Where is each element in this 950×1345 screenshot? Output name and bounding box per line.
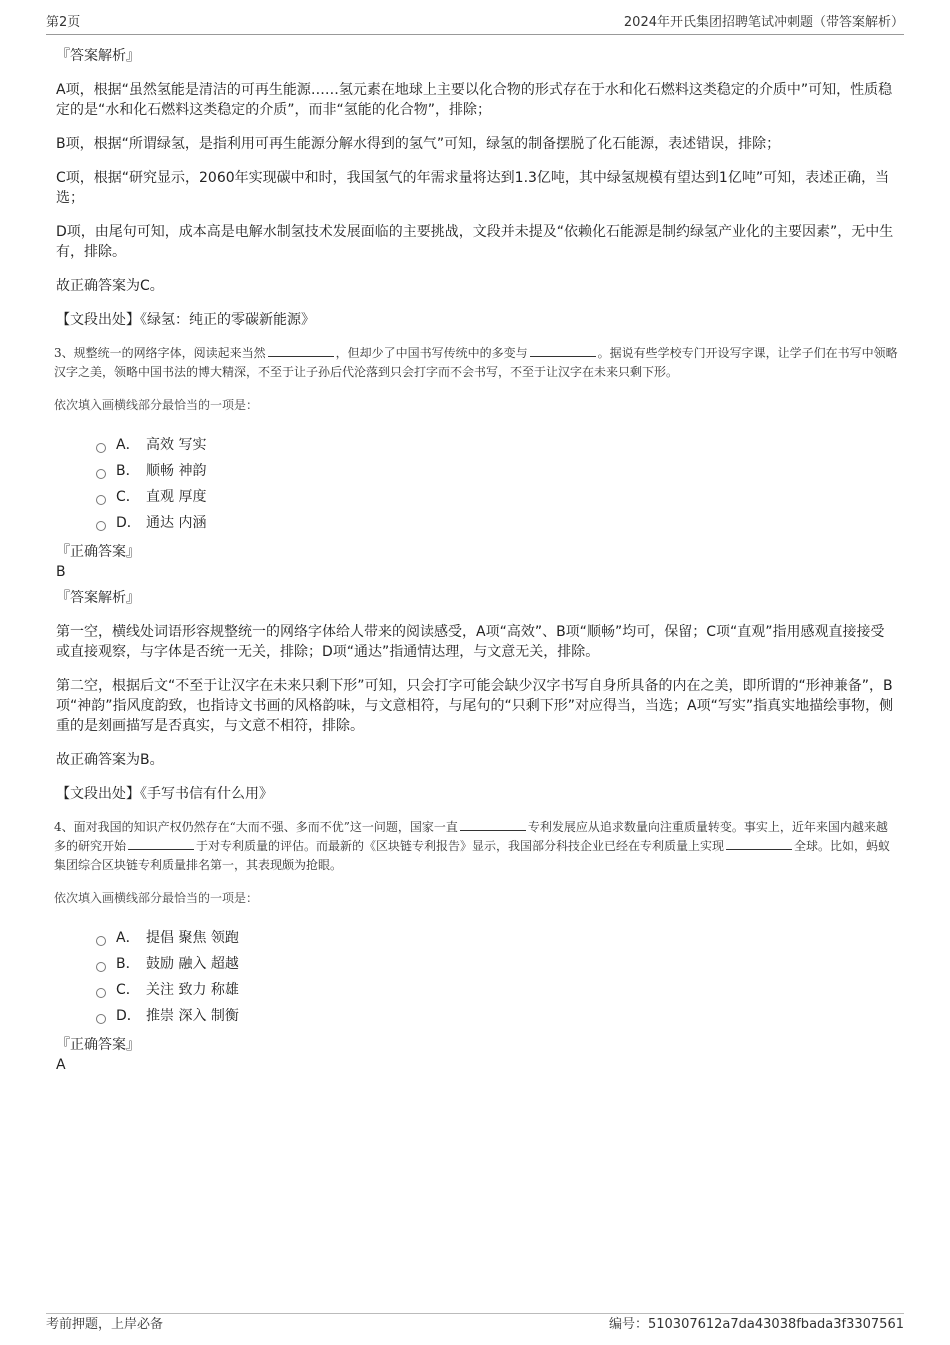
passage-source: 【文段出处】《手写书信有什么用》 [56,786,273,802]
correct-answer: B [56,564,66,580]
document-title: 2024年开氏集团招聘笔试冲刺题（带答案解析） [623,15,904,30]
analysis-para: D项，由尾句可知，成本高是电解水制氢技术发展面临的主要挑战，文段并未提及“依赖化石能源是制约绿氢产业化的主要因素”，无中生有，排除。 [56,224,894,260]
option-d[interactable]: D． 推崇 深入 制衡 [96,1003,898,1029]
analysis-para: B项，根据“所谓绿氢，是指利用可再生能源分解水得到的氢气”可知，绿氢的制备摆脱了化石能源，表述错误，排除； [56,136,781,152]
page-header [46,14,904,35]
correct-answer: A [56,1057,66,1073]
page-content [56,46,898,1081]
option-b[interactable]: B． 顺畅 神韵 [96,458,898,484]
option-a[interactable]: A． 高效 写实 [96,432,898,458]
analysis-label: 『答案解析』 [56,48,140,64]
question-3-options [96,432,898,536]
fill-blank [268,344,334,357]
final-answer-line: 故正确答案为B。 [56,752,164,768]
radio-icon[interactable] [96,521,106,531]
option-d[interactable]: D． 通达 内涵 [96,510,898,536]
radio-icon[interactable] [96,495,106,505]
final-answer-line: 故正确答案为C。 [56,278,164,294]
radio-icon[interactable] [96,1014,106,1024]
question-prompt: 依次填入画横线部分最恰当的一项是： [54,398,259,412]
analysis-para: 第一空，横线处词语形容规整统一的网络字体给人带来的阅读感受，A项“高效”、B项“顺畅”均可，保留；C项“直观”指用感观直接接受或直接观察，与字体是否统一无关，排除；D项“通达”指通情达理，与文意无关，排除。 [56,624,885,660]
question-prompt: 依次填入画横线部分最恰当的一项是： [54,891,259,905]
page-number: 第2页 [46,15,81,30]
fill-blank [530,344,596,357]
option-a[interactable]: A． 提倡 聚焦 领跑 [96,925,898,951]
radio-icon[interactable] [96,936,106,946]
question-4-options [96,925,898,1029]
analysis-label: 『答案解析』 [56,590,140,606]
question-4-text: 4、面对我国的知识产权仍然存在“大而不强、多而不优”这一问题，国家一直 专利发展应从追求数量向注重质量转变。事实上，近年来国内越来越多的研究开始 于对专利质量的评估。而最新的《区块链专利报告》显示，我国部分科技企业已经在专利质量上实现 全球。比如，蚂蚁集团综合区块链专利质量排名第一，其表现颇为抢眼。 [54,820,891,872]
document-code: 编号：510307612a7da43038fbada3f3307561 [608,1317,904,1332]
correct-answer-label: 『正确答案』 [56,544,140,560]
analysis-para: A项，根据“虽然氢能是清洁的可再生能源……氢元素在地球上主要以化合物的形式存在于水和化石燃料这类稳定的介质中”可知，性质稳定的是“水和化石燃料这类稳定的介质”，而非“氢能的化合物”，排除； [56,82,893,118]
correct-answer-label: 『正确答案』 [56,1037,140,1053]
fill-blank [460,818,526,831]
option-c[interactable]: C． 直观 厚度 [96,484,898,510]
option-b[interactable]: B． 鼓励 融入 超越 [96,951,898,977]
option-c[interactable]: C． 关注 致力 称雄 [96,977,898,1003]
radio-icon[interactable] [96,988,106,998]
radio-icon[interactable] [96,962,106,972]
analysis-para: C项，根据“研究显示，2060年实现碳中和时，我国氢气的年需求量将达到1.3亿吨，其中绿氢规模有望达到1亿吨”可知，表述正确，当选； [56,170,890,206]
fill-blank [128,837,194,850]
passage-source: 【文段出处】《绿氢：纯正的零碳新能源》 [56,312,315,328]
radio-icon[interactable] [96,443,106,453]
page-footer [46,1313,904,1332]
radio-icon[interactable] [96,469,106,479]
fill-blank [726,837,792,850]
analysis-para: 第二空，根据后文“不至于让汉字在未来只剩下形”可知，只会打字可能会缺少汉字书写自身所具备的内在之美，即所谓的“形神兼备”，B项“神韵”指风度韵致，也指诗文书画的风格韵味，与文意相符，与尾句的“只剩下形”对应得当，当选；A项“写实”指真实地描绘事物，侧重的是刻画描写是否真实，与文意不相符，排除。 [56,678,894,734]
question-3-text: 3、规整统一的网络字体，阅读起来当然 ，但却少了中国书写传统中的多变与 。据说有些学校专门开设写字课，让学子们在书写中领略汉字之美，领略中国书法的博大精深，不至于让子孙后代沦落到只会打字而不会书写，不至于让汉字在未来只剩下形。 [54,346,898,379]
footer-slogan: 考前押题，上岸必备 [46,1317,164,1332]
